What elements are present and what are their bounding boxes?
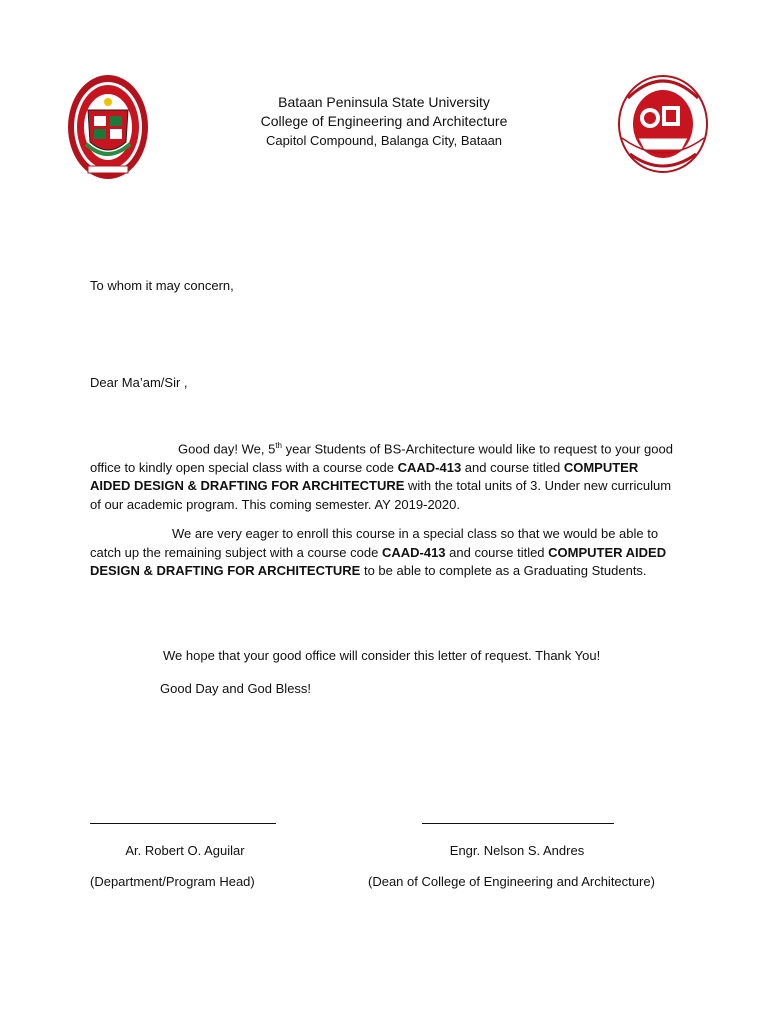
salutation-concern: To whom it may concern, [90,278,234,293]
course-code: CAAD-413 [381,544,446,560]
signatory-name-right: Engr. Nelson S. Andres [449,843,585,858]
cea-seal-logo [616,68,710,176]
paragraph-reason: We are very eager to enroll this course in a special class so that we would be able to catch up the remaining subject with a course code CAAD-413 and course titled COMPUTER AIDED DESIGN & DRAFTING FOR ARCHITECTURE to be able to complete as a Graduating Students. [90,526,667,578]
course-title: COMPUTER AIDED DESIGN & DRAFTING FOR ARCHITECTURE [90,544,667,578]
paragraph-request: Good day! We, 5th year Students of BS-Architecture would like to request to your good office to kindly open special class with a course code CAAD-413 and course titled COMPUTER AIDED DESIGN & DRAFTING FOR ARCHITECTURE with the total units of 3. Under new curriculum of our academic program. This coming semester. AY 2019-2020. [90,441,673,512]
course-title: COMPUTER AIDED DESIGN & DRAFTING FOR ARCHITECTURE [90,459,639,494]
university-name: Bataan Peninsula State University [278,94,490,110]
paragraph-hope: We hope that your good office will consider this letter of request. Thank You! [163,648,601,663]
college-address: Capitol Compound, Balanga City, Bataan [265,133,503,148]
signature-line-left [90,823,276,824]
letterhead [180,93,588,150]
closing-blessing: Good Day and God Bless! [160,681,312,696]
course-code: CAAD-413 [397,459,462,475]
signature-line-right [422,823,614,824]
bpsu-seal-logo [66,72,150,182]
salutation-dear: Dear Ma’am/Sir , [90,375,188,390]
signatory-name-left: Ar. Robert O. Aguilar [125,843,245,858]
college-name: College of Engineering and Architecture [260,113,508,129]
signatory-title-left: (Department/Program Head) [90,874,255,889]
signatory-title-right: (Dean of College of Engineering and Architecture) [368,874,655,889]
